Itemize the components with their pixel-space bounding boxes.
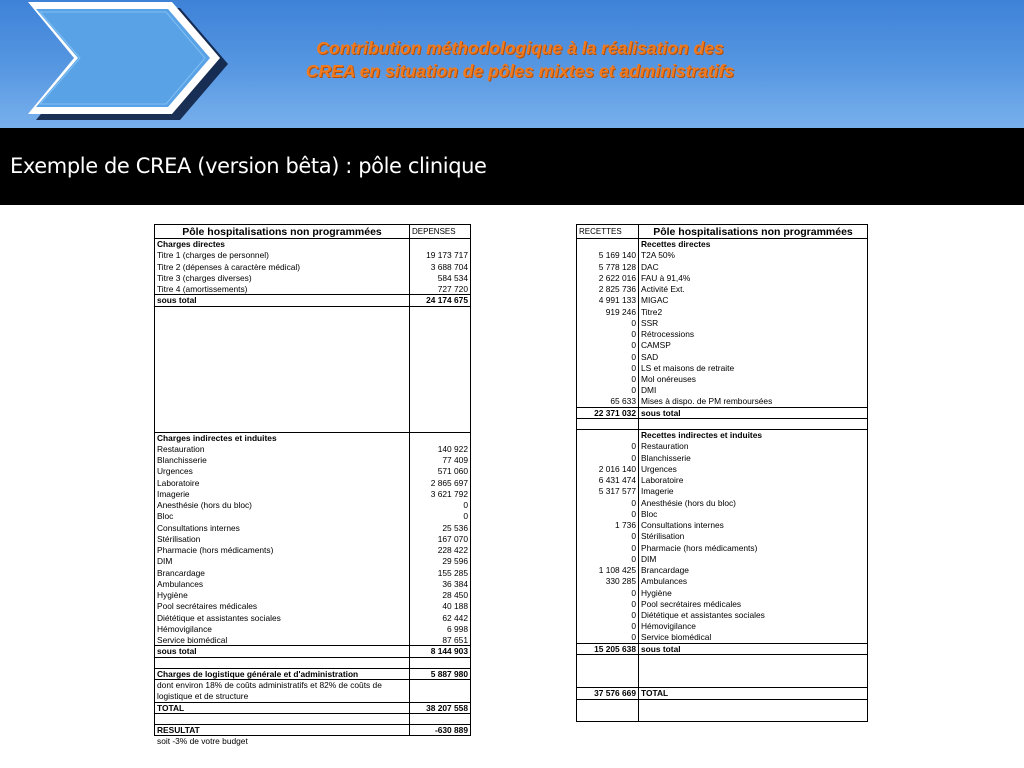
revenue-value: 5 317 577	[577, 486, 639, 497]
revenue-value: 6 431 474	[577, 475, 639, 486]
table-row	[155, 601, 471, 612]
table-row	[155, 477, 471, 488]
table-row	[577, 329, 868, 340]
revenue-label: Diététique et assistantes sociales	[641, 610, 765, 621]
table-row	[155, 272, 471, 283]
blank-cell	[410, 714, 471, 725]
subtotal-value: 15 205 638	[577, 643, 639, 654]
table-row	[155, 295, 471, 306]
table-row	[155, 500, 471, 511]
revenue-value: 0	[577, 385, 639, 396]
table-row	[577, 272, 868, 283]
revenue-label: Hygiène	[641, 587, 672, 598]
revenue-label: Activité Ext.	[641, 284, 685, 295]
revenue-value: 919 246	[577, 306, 639, 317]
table-row	[577, 284, 868, 295]
table-row	[577, 497, 868, 508]
subtotal-label: sous total	[155, 646, 410, 657]
expense-value: 0	[463, 500, 468, 511]
table-row	[577, 587, 868, 598]
subtitle-bar	[0, 128, 1024, 205]
blank-cell	[639, 699, 868, 710]
table-row	[577, 610, 868, 621]
expense-value: 87 651	[442, 634, 468, 645]
expense-value: 29 596	[442, 556, 468, 567]
revenue-label: Bloc	[641, 508, 658, 519]
blank-cell	[577, 430, 639, 441]
blank-cell	[155, 306, 410, 432]
expense-value: 36 384	[442, 578, 468, 589]
expense-label: Imagerie	[155, 488, 410, 499]
table-row	[155, 679, 471, 702]
revenue-label: Service biomédical	[641, 632, 712, 643]
blank-cell	[639, 419, 868, 430]
revenue-value: 0	[577, 621, 639, 632]
expense-value: 571 060	[437, 466, 468, 477]
table-row	[155, 725, 471, 736]
table-row	[577, 508, 868, 519]
expenses-table	[154, 224, 471, 736]
total-label: TOTAL	[639, 688, 868, 699]
revenue-label: Pharmacie (hors médicaments)	[641, 542, 758, 553]
slide-title	[230, 37, 810, 83]
revenue-label: Mises à dispo. de PM remboursées	[641, 396, 773, 407]
table-row	[155, 556, 471, 567]
header-banner	[0, 0, 1024, 128]
table-row	[155, 714, 471, 725]
revenue-label: Titre2	[641, 306, 663, 317]
table-row	[155, 261, 471, 272]
expense-label: Anesthésie (hors du bloc)	[155, 500, 410, 511]
subtotal-label: sous total	[639, 643, 868, 654]
revenues-table-title: Pôle hospitalisations non programmées	[639, 225, 868, 239]
table-row	[577, 531, 868, 542]
table-row	[577, 710, 868, 721]
revenue-value: 0	[577, 329, 639, 340]
revenue-label: LS et maisons de retraite	[641, 362, 735, 373]
expense-value: 228 422	[437, 545, 468, 556]
revenue-label: DMI	[641, 385, 657, 396]
table-row	[577, 475, 868, 486]
table-row	[155, 511, 471, 522]
blank-cell	[577, 655, 639, 666]
table-row	[577, 688, 868, 699]
table-row	[155, 545, 471, 556]
revenues-table	[576, 224, 868, 722]
expense-value: 167 070	[437, 533, 468, 544]
revenue-value: 0	[577, 531, 639, 542]
table-row	[577, 632, 868, 643]
blank-cell	[577, 666, 639, 677]
revenue-label: Pool secrétaires médicales	[641, 598, 742, 609]
revenue-value: 5 778 128	[577, 261, 639, 272]
blank-cell	[577, 677, 639, 688]
expense-label: Urgences	[155, 466, 410, 477]
expense-value: 727 720	[437, 283, 468, 294]
table-row	[577, 486, 868, 497]
slide-subtitle: Exemple de CREA (version bêta) : pôle clinique	[10, 154, 487, 178]
revenue-value: 4 991 133	[577, 295, 639, 306]
table-row	[577, 699, 868, 710]
revenue-label: Hémovigilance	[641, 621, 696, 632]
revenue-value: 1 108 425	[577, 565, 639, 576]
expense-label: DIM	[155, 556, 410, 567]
revenue-label: CAMSP	[641, 340, 671, 351]
table-row	[155, 567, 471, 578]
logistics-label: Charges de logistique générale et d'administration	[155, 668, 410, 679]
revenue-label: MIGAC	[641, 295, 669, 306]
table-row	[155, 443, 471, 454]
expense-label: Blanchisserie	[155, 455, 410, 466]
table-row	[155, 612, 471, 623]
revenue-label: DAC	[641, 261, 659, 272]
result-label: RESULTAT	[155, 725, 410, 736]
expense-value: 0	[463, 511, 468, 522]
total-value: 38 207 558	[410, 702, 471, 713]
table-row	[155, 623, 471, 634]
table-row	[577, 565, 868, 576]
blank-cell	[639, 655, 868, 666]
expense-label: Service biomédical	[155, 635, 410, 646]
expense-value: 3 621 792	[430, 488, 468, 499]
blank-cell	[639, 677, 868, 688]
revenue-value: 0	[577, 508, 639, 519]
revenue-label: Stérilisation	[641, 531, 685, 542]
revenue-label: Laboratoire	[641, 475, 684, 486]
indirect-charges-title: Charges indirectes et induites	[155, 432, 410, 443]
table-row	[577, 419, 868, 430]
table-row	[155, 578, 471, 589]
revenue-value: 0	[577, 441, 639, 452]
table-row	[577, 250, 868, 261]
revenue-label: DIM	[641, 553, 657, 564]
table-row	[155, 702, 471, 713]
expense-label: Titre 2 (dépenses à caractère médical)	[155, 261, 410, 272]
revenue-value: 0	[577, 610, 639, 621]
logistics-value: 5 887 980	[410, 668, 471, 679]
table-row	[155, 646, 471, 657]
table-row	[577, 295, 868, 306]
table-row	[577, 340, 868, 351]
expense-value: 140 922	[437, 443, 468, 454]
table-row	[155, 635, 471, 646]
table-row	[155, 466, 471, 477]
expense-value: 6 998	[447, 623, 468, 634]
revenue-label: SSR	[641, 317, 659, 328]
table-row	[577, 643, 868, 654]
table-row	[155, 455, 471, 466]
revenue-label: SAD	[641, 351, 659, 362]
blank-cell	[410, 432, 471, 443]
expense-value: 40 188	[442, 601, 468, 612]
revenue-label: Consultations internes	[641, 520, 724, 531]
revenue-label: Brancardage	[641, 565, 689, 576]
revenue-value: 0	[577, 374, 639, 385]
revenue-value: 0	[577, 587, 639, 598]
expense-value: 584 534	[437, 272, 468, 283]
table-row	[577, 542, 868, 553]
table-row	[577, 351, 868, 362]
expense-label: Stérilisation	[155, 533, 410, 544]
expense-label: Ambulances	[155, 578, 410, 589]
direct-revenues-title: Recettes directes	[641, 239, 711, 250]
total-value: 37 576 669	[577, 688, 639, 699]
table-row	[155, 590, 471, 601]
blank-cell	[639, 666, 868, 677]
revenue-value: 0	[577, 351, 639, 362]
expense-value: 25 536	[442, 522, 468, 533]
expense-value: 19 173 717	[426, 250, 468, 261]
blank-cell	[639, 710, 868, 721]
revenue-value: 330 285	[577, 576, 639, 587]
table-row	[577, 621, 868, 632]
revenue-label: T2A 50%	[641, 250, 675, 261]
revenue-value: 0	[577, 632, 639, 643]
slide-title-line2: CREA en situation de pôles mixtes et administratifs	[305, 61, 735, 81]
table-row	[577, 441, 868, 452]
revenue-value: 2 016 140	[577, 463, 639, 474]
table-row	[577, 553, 868, 564]
subtotal-label: sous total	[155, 295, 410, 306]
blank-cell	[410, 679, 471, 702]
blank-cell	[155, 714, 410, 725]
revenue-label: Restauration	[641, 441, 689, 452]
blank-cell	[577, 710, 639, 721]
expense-value: 62 442	[442, 612, 468, 623]
subtotal-value: 22 371 032	[577, 407, 639, 418]
table-row	[577, 677, 868, 688]
revenue-value: 0	[577, 340, 639, 351]
table-row	[155, 522, 471, 533]
expenses-column-header: DEPENSES	[410, 225, 471, 239]
revenue-value: 2 825 736	[577, 284, 639, 295]
revenue-value: 0	[577, 317, 639, 328]
revenue-label: Blanchisserie	[641, 452, 691, 463]
table-row	[577, 576, 868, 587]
expense-value: 2 865 697	[430, 477, 468, 488]
revenue-label: Imagerie	[641, 486, 674, 497]
slide-title-line1: Contribution méthodologique à la réalisation des	[316, 38, 724, 58]
revenue-value: 0	[577, 362, 639, 373]
expense-label: Restauration	[155, 443, 410, 454]
expense-label: Titre 4 (amortissements)	[155, 284, 410, 295]
blank-cell	[577, 419, 639, 430]
expense-label: Diététique et assistantes sociales	[155, 612, 410, 623]
expenses-table-title: Pôle hospitalisations non programmées	[155, 225, 410, 239]
table-row	[577, 452, 868, 463]
table-row	[577, 463, 868, 474]
result-value: -630 889	[410, 725, 471, 736]
table-row	[155, 306, 471, 432]
table-row	[577, 385, 868, 396]
revenue-value: 0	[577, 497, 639, 508]
table-row	[577, 598, 868, 609]
table-row	[155, 432, 471, 443]
revenue-value: 1 736	[577, 520, 639, 531]
table-row	[155, 533, 471, 544]
expense-label: Brancardage	[155, 567, 410, 578]
expense-label: Bloc	[155, 511, 410, 522]
table-row	[577, 374, 868, 385]
total-label: TOTAL	[155, 702, 410, 713]
table-row	[577, 655, 868, 666]
table-row	[155, 284, 471, 295]
expense-value: 155 285	[437, 567, 468, 578]
table-row	[577, 306, 868, 317]
revenues-column-header: RECETTES	[577, 225, 639, 239]
section-header-row	[155, 239, 471, 250]
expense-label: Hémovigilance	[155, 623, 410, 634]
expense-label: Pool secrétaires médicales	[155, 601, 410, 612]
indirect-revenues-title: Recettes indirectes et induites	[639, 430, 868, 441]
table-row	[577, 520, 868, 531]
expense-value: 77 409	[442, 455, 468, 466]
table-row	[577, 666, 868, 677]
blank-cell	[410, 306, 471, 432]
blank-cell	[410, 657, 471, 668]
revenue-label: FAU à 91,4%	[641, 272, 691, 283]
table-header-row	[577, 225, 868, 239]
revenue-value: 0	[577, 542, 639, 553]
expense-value: 28 450	[442, 590, 468, 601]
expense-label: Laboratoire	[155, 477, 410, 488]
table-row	[155, 488, 471, 499]
subtotal-label: sous total	[639, 407, 868, 418]
revenue-label: Urgences	[641, 463, 677, 474]
revenue-label: Ambulances	[641, 576, 688, 587]
revenue-value: 0	[577, 598, 639, 609]
revenue-value: 5 169 140	[577, 250, 639, 261]
expense-label: Titre 3 (charges diverses)	[155, 272, 410, 283]
revenue-value: 65 633	[577, 396, 639, 407]
revenue-value: 0	[577, 452, 639, 463]
blank-cell	[155, 657, 410, 668]
revenue-label: Mol onéreuses	[641, 374, 696, 385]
table-row	[155, 668, 471, 679]
expense-label: Hygiène	[155, 590, 410, 601]
revenue-label: Rétrocessions	[641, 329, 695, 340]
table-row	[577, 362, 868, 373]
section-header-row	[577, 239, 868, 250]
table-row	[577, 396, 868, 407]
table-row	[155, 657, 471, 668]
logistics-note: dont environ 18% de coûts administratifs et 82% de coûts de logistique et de structure	[155, 679, 410, 702]
subtotal-value: 8 144 903	[410, 646, 471, 657]
expense-label: Pharmacie (hors médicaments)	[155, 545, 410, 556]
table-row	[577, 407, 868, 418]
table-row	[155, 250, 471, 261]
revenue-value: 0	[577, 553, 639, 564]
table-header-row	[155, 225, 471, 239]
expense-label: Consultations internes	[155, 522, 410, 533]
revenue-label: Anesthésie (hors du bloc)	[641, 497, 736, 508]
expense-label: Titre 1 (charges de personnel)	[155, 250, 410, 261]
direct-charges-title: Charges directes	[155, 239, 410, 250]
expense-value: 3 688 704	[430, 261, 468, 272]
revenue-value: 2 622 016	[577, 272, 639, 283]
table-row	[577, 317, 868, 328]
subtotal-value: 24 174 675	[410, 295, 471, 306]
table-row	[577, 430, 868, 441]
table-row	[577, 261, 868, 272]
result-footnote: soit -3% de votre budget	[157, 736, 248, 746]
blank-cell	[577, 699, 639, 710]
chevron-arrow-icon	[0, 0, 240, 128]
